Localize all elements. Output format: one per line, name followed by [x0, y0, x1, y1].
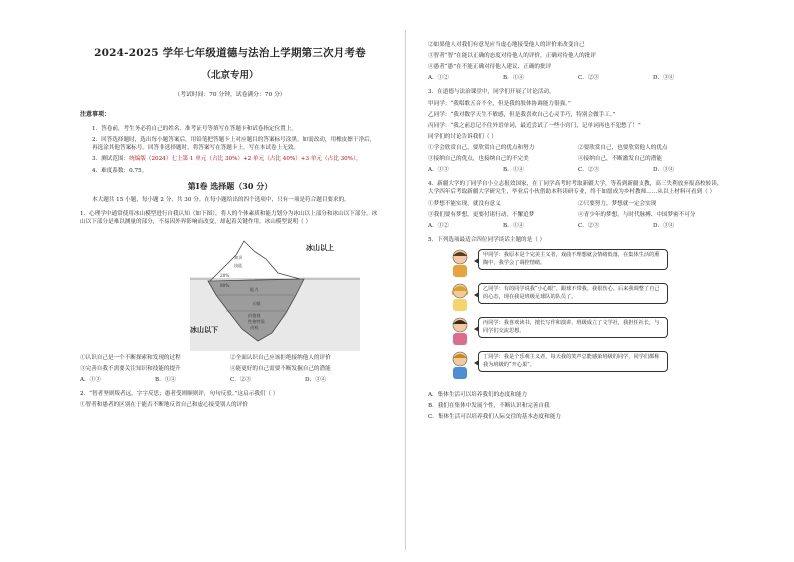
- q4-options: [428, 200, 728, 219]
- section-desc: 本大题共 15 小题，每小题 2 分，共 30 分。在每小题给出的四个选项中，只有一项是符合题目要求的。: [92, 197, 350, 204]
- choice: B．①④: [503, 167, 524, 174]
- student-avatar-icon: [448, 316, 472, 346]
- right-column: [428, 38, 728, 421]
- q3-option: ③接纳自己的优点，也接纳自己的不完美: [428, 156, 529, 163]
- choice: C．②③: [578, 75, 600, 82]
- chat-bubble: 乙同学：有的同学说我“小心眼”，跟球不带我。我很伤心。后来我调整了自己的心态，现在我是班级足球队的队员了。: [478, 283, 668, 304]
- q1-stem: 1．心理学中通常使用冰山模型进行自我认知（如下图），将人的个体素质和能力划分为冰山以上部分和冰山以下部分。冰山以下部分是难以测量的部分，不易因外界影响而改变，却起着关键作用。冰山模型说明（ ）: [80, 211, 378, 226]
- q4-choices: [428, 222, 728, 230]
- q4-option: ①梦想不能实现，就没有意义: [428, 200, 501, 207]
- notice-scope-prefix: 3．测试范围：: [92, 156, 130, 163]
- choice: C．②③: [230, 376, 252, 383]
- q1-option: ②全面认识自己应该拒绝接纳他人的评价: [230, 354, 331, 361]
- choice: D．③④: [653, 75, 675, 82]
- chat-row: [428, 316, 688, 348]
- student-avatar-icon: [448, 350, 472, 380]
- q5-stem: 5．下列选项最适合四位同学谈话主题的是（ ）: [428, 236, 546, 243]
- exam-title: 2024-2025 学年七年级道德与法治上学期第三次月考卷: [94, 47, 366, 59]
- q2-option: ③智者“智”在能以正确的态度对待他人的评价，正确对待他人的批评: [428, 53, 596, 60]
- q3-option: ④接纳自己，不断激发自己的潜能: [578, 156, 662, 163]
- notice-item: 1．答卷前，考生务必将自己的姓名、准考证号等填写在答题卡和试卷指定位置上。: [92, 126, 297, 133]
- question-4: [428, 180, 728, 230]
- q4-option: ④青少年的梦想，与时代脉搏、中国梦密不可分: [578, 211, 696, 218]
- chat-row: [428, 248, 688, 280]
- chat-bubble: 丁同学：我是个乐观主义者，每天我的笑声总能感染班级的同学，同学们都称我为班级的“开心果”。: [478, 351, 668, 372]
- q2-stem: 2．“智者坚则叛者远，字字反思；愚者受则顺则评，句句反驳。”这启示我们（ ）: [80, 390, 279, 397]
- q5-option: B．我们在集体中发展个性，不断认识和完善自我: [428, 403, 550, 410]
- q1-options: [80, 354, 380, 373]
- choice: D．③④: [305, 376, 327, 383]
- label-talent: 天赋: [252, 300, 261, 306]
- label-skills: 技能: [234, 262, 243, 268]
- label-motive: 动机: [250, 324, 259, 330]
- label-knowledge: 知识: [234, 254, 243, 260]
- q2-choices: [428, 74, 728, 82]
- label-values: 价值观: [248, 312, 261, 318]
- choice: C．②③: [578, 222, 600, 229]
- exam-subtitle: （北京专用）: [201, 70, 259, 82]
- q3-line: 甲同学：“我唱歌五音不全，但是我的肢体协调能力很强。”: [428, 100, 571, 107]
- q1-option: ④能更好的自己需要不断发掘自己的潜能: [230, 365, 331, 372]
- label-above: 冰山以上: [306, 242, 334, 252]
- label-pct-bottom: 80%: [220, 282, 230, 288]
- notice-item: 4．难度系数：0.75。: [92, 167, 148, 174]
- label-ability: 能力: [250, 286, 259, 292]
- question-1: [80, 210, 380, 384]
- choice: A．①③: [80, 376, 101, 383]
- left-column: [80, 38, 380, 409]
- choice: D．③④: [653, 167, 675, 174]
- q4-option: ③我们要有梦想，更要付诸行动，不懈追梦: [428, 211, 535, 218]
- q5-option: A．集体生活可以培养我们的态度和能力: [428, 391, 528, 398]
- column-divider: [405, 30, 406, 550]
- choice: B．①④: [503, 75, 524, 82]
- chat-row: [428, 282, 688, 314]
- student-avatar-icon: [448, 248, 472, 278]
- choice: A．①②: [428, 75, 449, 82]
- chat-bubble: 甲同学：我原本是个完美主义者，戏曲不理想就会情绪低落，在集体生活的熏陶中，我学会了调控情绪。: [478, 249, 668, 270]
- notice-scope-red: 统编版（2024）七上第 1 单元（占比 30%）+2 单元（占比 40%）+3 单元（占比 30%）。: [129, 156, 362, 163]
- q4-option: ②只要努力，梦想就一定会实现: [578, 200, 657, 207]
- iceberg-diagram: [190, 233, 360, 351]
- label-traits: 性格特质: [248, 318, 265, 324]
- q3-line: 乙同学：“我对数学天生不敏感，但是我喜欢自己心灵手巧，特别会做手工。”: [428, 111, 616, 118]
- label-below: 冰山以下: [190, 324, 218, 334]
- question-3: [428, 88, 728, 174]
- q5-chat: [428, 248, 728, 388]
- choice: D．③④: [653, 222, 675, 229]
- q1-choices: [80, 376, 380, 384]
- q2-option: ②如果他人对我们有意见应当虚心地接受他人的评价来改变自己: [428, 42, 585, 48]
- choice: B．①④: [155, 376, 176, 383]
- exam-meta: （考试时间：70 分钟，试卷满分：70 分）: [174, 91, 286, 98]
- chat-bubble: 丙同学：我喜欢读书，擅长写作和演讲，班级成立了文学社，我担任社长，与同学们交流思想。: [478, 317, 668, 338]
- q1-option: ③完善自我不需要关注知识和技能的提升: [80, 365, 181, 372]
- question-2: [80, 390, 380, 409]
- q3-choices: [428, 166, 728, 174]
- section-title: 第Ⅰ卷 选择题（30 分）: [187, 180, 273, 191]
- student-avatar-icon: [448, 282, 472, 312]
- q3-option: ②要欣赏自己，也要欣赏他人的优点: [578, 144, 668, 151]
- q3-option: ①学会欣赏自己，要欣赏自己的优点和努力: [428, 144, 535, 151]
- notice-item: 2．回答选择题时，选出每小题答案后，用铅笔把答题卡上对应题目的答案标号涂黑。如需改动，用橡皮擦干净后，再选涂其他答案标号。回答非选择题时，将答案写在答题卡上，写在本试卷上无效。: [92, 137, 376, 152]
- q5-option: C．集体生活可以培养我们人际交往的基本态度和能力: [428, 414, 561, 421]
- q4-stem: 4．新疆大学的丁同学自小立志报效国家，在丁同学高考时考取新疆大学，等着到新疆支教，高三失利放弃报高校转读，大学四年后考取新疆大学研究生，毕业后小伙借助本科读研专业，终于如愿成为乡村教师……从以上材料可看到（ ）: [428, 181, 723, 196]
- q3-line: 同学们的讨论告诉我们（ ）: [428, 133, 497, 140]
- q1-option: ①认识自己是一个不断探索和发现的过程: [80, 354, 181, 361]
- chat-row: [428, 350, 688, 382]
- notice-item-scope: [92, 155, 380, 163]
- choice: B．①④: [503, 222, 524, 229]
- q5-options: [428, 391, 728, 421]
- q2-option: ④愚者“愚”在不能正确对待他人建议、正确的批评: [428, 64, 552, 71]
- q3-line: 丙同学：“我之前总记不住外语单词，最近尝试了一些小窍门，记单词再也不犯愁了！”: [428, 122, 641, 129]
- q3-stem: 3．在道德与法治课堂中，同学们开展了讨论活动。: [428, 89, 555, 96]
- notice-list: [80, 125, 380, 175]
- q2-option: ①智者和愚者的区别在于能否不断地反省自己和虚心接受别人的评价: [80, 401, 248, 408]
- notice-heading: 注意事项：: [80, 111, 111, 119]
- question-5: [428, 236, 728, 421]
- choice: C．②③: [578, 167, 600, 174]
- label-pct-top: 20%: [220, 272, 230, 278]
- choice: A．①②: [428, 222, 449, 229]
- choice: A．①③: [428, 167, 449, 174]
- q3-options: [428, 144, 728, 163]
